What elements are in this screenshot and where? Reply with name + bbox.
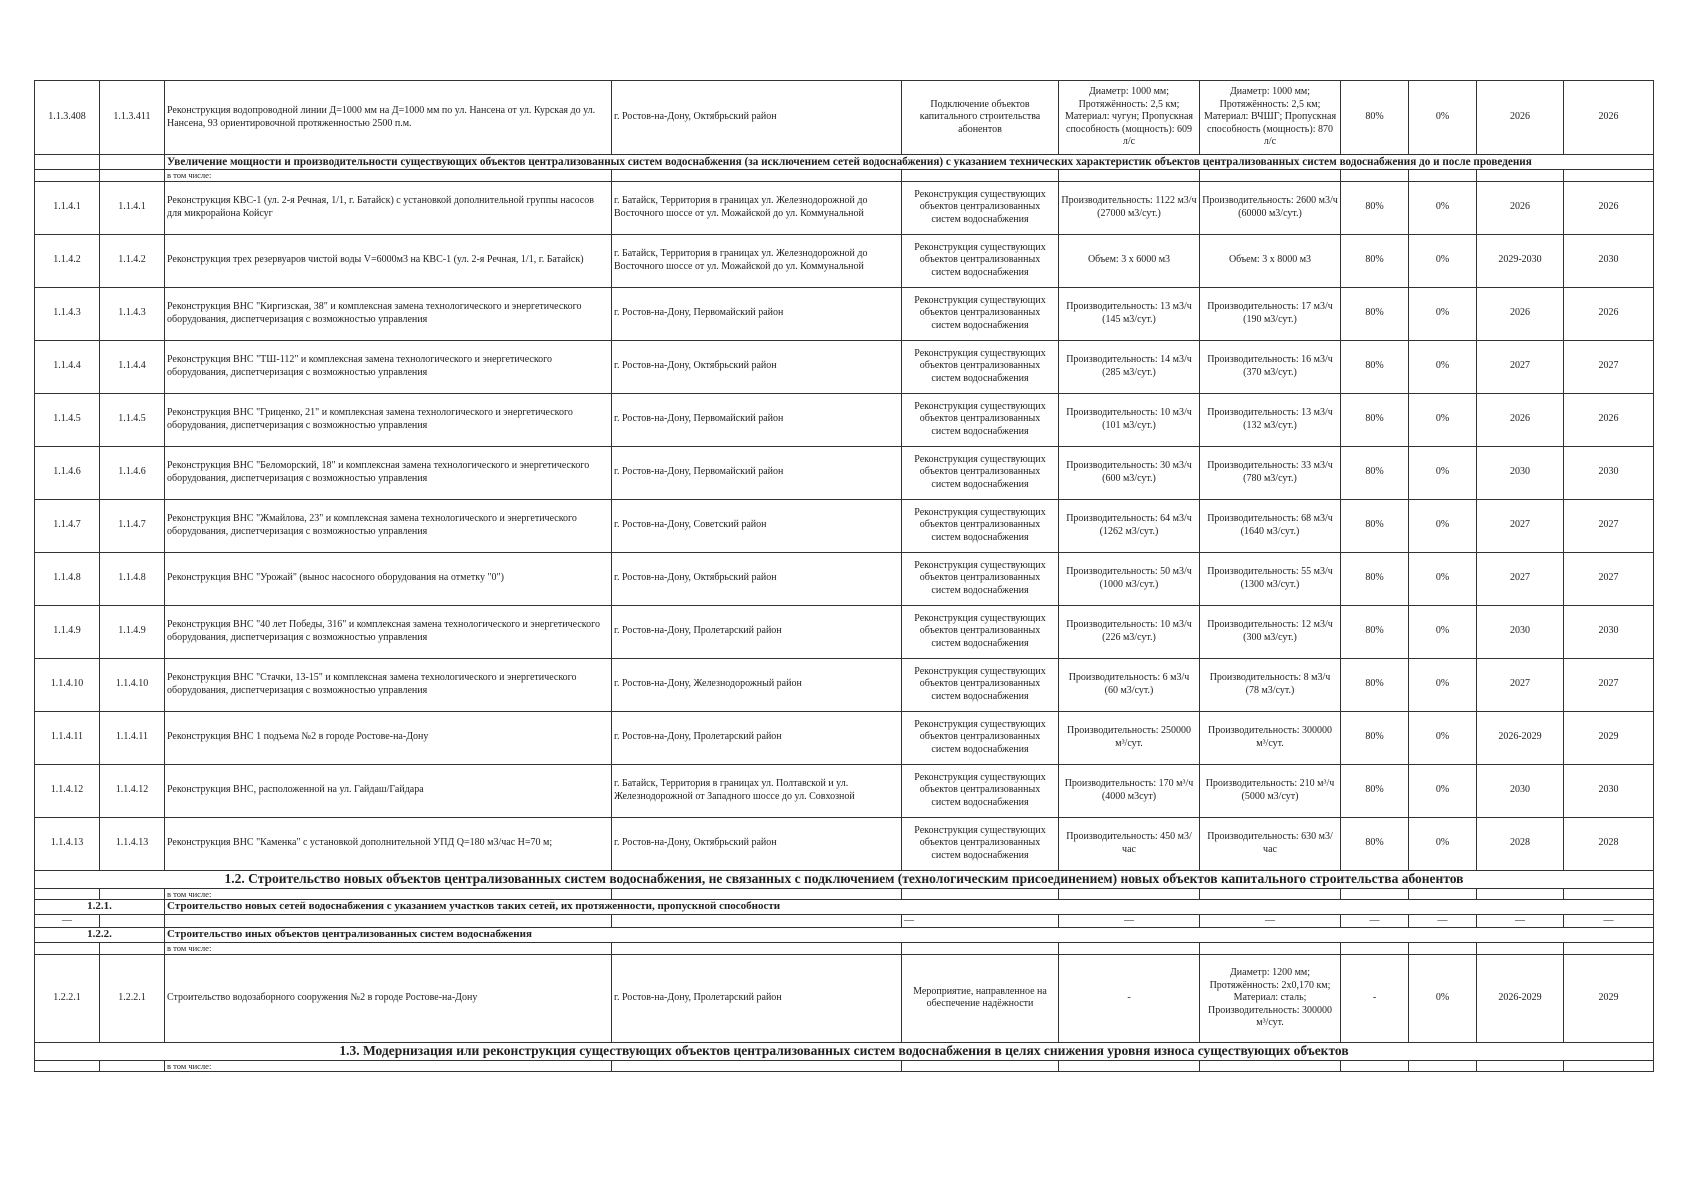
row-percent-cell: 80% [1341, 499, 1409, 552]
row-code-cell: 1.1.4.2 [100, 234, 165, 287]
table-row [35, 393, 1654, 446]
row-code-cell: 1.1.4.7 [100, 499, 165, 552]
empty-cell [1341, 170, 1409, 182]
dash-cell: — [1059, 914, 1200, 928]
row-before-cell: Производительность: 170 м³/ч (4000 м3сут) [1059, 764, 1200, 817]
row-year-cell: 2027 [1477, 552, 1564, 605]
row-purpose-cell: Реконструкция существующих объектов централизованных систем водоснабжения [902, 499, 1059, 552]
row-location-cell: г. Батайск, Территория в границах ул. Железнодорожной до Восточного шоссе от ул. Можайской до ул. Коммунальной [612, 234, 902, 287]
row-year-cell: 2030 [1564, 605, 1654, 658]
table-row [35, 446, 1654, 499]
row-percent-cell: 0% [1409, 552, 1477, 605]
empty-cell [1477, 943, 1564, 955]
row-code-cell: 1.1.4.5 [100, 393, 165, 446]
row-name-cell: Реконструкция трех резервуаров чистой воды V=6000м3 на КВС-1 (ул. 2-я Речная, 1/1, г. Батайск) [165, 234, 612, 287]
subsection-header-row [35, 928, 1654, 943]
row-percent-cell: 0% [1409, 605, 1477, 658]
empty-cell [1059, 1060, 1200, 1072]
rows-114-body [35, 181, 1654, 870]
row-code-cell: 1.1.4.2 [35, 234, 100, 287]
row-percent-cell: 0% [1409, 764, 1477, 817]
row-purpose-cell: Реконструкция существующих объектов централизованных систем водоснабжения [902, 340, 1059, 393]
row-before-cell: Производительность: 6 м3/ч (60 м3/сут.) [1059, 658, 1200, 711]
row-year-cell: 2026 [1477, 181, 1564, 234]
row-code-cell: 1.2.2.1 [35, 954, 100, 1042]
row-percent-cell: 80% [1341, 181, 1409, 234]
empty-cell [100, 170, 165, 182]
row-purpose-cell: Реконструкция существующих объектов централизованных систем водоснабжения [902, 234, 1059, 287]
row-after-cell: Производительность: 33 м3/ч (780 м3/сут.) [1200, 446, 1341, 499]
row-percent-cell: 0% [1409, 954, 1477, 1042]
row-code-cell: 1.1.4.10 [100, 658, 165, 711]
row-after-cell: Диаметр: 1000 мм; Протяжённость: 2,5 км; Материал: ВЧШГ; Пропускная способность (мощность): 870 л/с [1200, 81, 1341, 155]
row-year-cell: 2027 [1477, 499, 1564, 552]
empty-cell [1564, 943, 1654, 955]
row-code-cell: 1.1.4.13 [100, 817, 165, 870]
row-after-cell: Производительность: 13 м3/ч (132 м3/сут.) [1200, 393, 1341, 446]
row-before-cell: Производительность: 250000 м³/сут. [1059, 711, 1200, 764]
empty-cell [100, 943, 165, 955]
row-before-cell: Производительность: 1122 м3/ч (27000 м3/сут.) [1059, 181, 1200, 234]
empty-cell [1059, 888, 1200, 900]
row-percent-cell: 0% [1409, 446, 1477, 499]
row-percent-cell: 0% [1409, 81, 1477, 155]
row-code-cell: 1.1.4.7 [35, 499, 100, 552]
table-row [35, 234, 1654, 287]
row-before-cell: Производительность: 64 м3/ч (1262 м3/сут.) [1059, 499, 1200, 552]
row-code-cell: 1.1.3.408 [35, 81, 100, 155]
row-year-cell: 2030 [1564, 764, 1654, 817]
empty-cell [612, 1060, 902, 1072]
empty-cell [902, 1060, 1059, 1072]
row-year-cell: 2029-2030 [1477, 234, 1564, 287]
row-name-cell: Реконструкция ВНС "ТШ-112" и комплексная замена технологического и энергетического оборудования, диспетчеризация с возможностью управления [165, 340, 612, 393]
row-year-cell: 2028 [1564, 817, 1654, 870]
empty-cell [1200, 170, 1341, 182]
empty-cell [35, 888, 100, 900]
row-percent-cell: 0% [1409, 817, 1477, 870]
row-code-cell: 1.1.4.6 [35, 446, 100, 499]
row-name-cell: Реконструкция ВНС "Стачки, 13-15" и комплексная замена технологического и энергетического оборудования, диспетчеризация с возможностью управления [165, 658, 612, 711]
empty-cell [1409, 888, 1477, 900]
row-after-cell: Производительность: 300000 м³/сут. [1200, 711, 1341, 764]
row-code-cell: 1.1.4.9 [35, 605, 100, 658]
empty-cell [1564, 170, 1654, 182]
section-header-row [35, 870, 1654, 888]
row-percent-cell: 0% [1409, 393, 1477, 446]
row-location-cell: г. Ростов-на-Дону, Первомайский район [612, 446, 902, 499]
row-percent-cell: 80% [1341, 234, 1409, 287]
row-location-cell: г. Ростов-на-Дону, Октябрьский район [612, 552, 902, 605]
row-before-cell: Производительность: 30 м3/ч (600 м3/сут.) [1059, 446, 1200, 499]
empty-cell [902, 170, 1059, 182]
row-year-cell: 2026-2029 [1477, 711, 1564, 764]
row-code-cell: 1.1.4.1 [100, 181, 165, 234]
row-name-cell: Реконструкция ВНС "Урожай" (вынос насосного оборудования на отметку "0") [165, 552, 612, 605]
empty-cell [1477, 170, 1564, 182]
table-row [35, 764, 1654, 817]
row-name-cell: Реконструкция ВНС, расположенной на ул. Гайдаш/Гайдара [165, 764, 612, 817]
row-year-cell: 2027 [1564, 552, 1654, 605]
investment-program-table [34, 80, 1654, 1072]
row-purpose-cell: Реконструкция существующих объектов централизованных систем водоснабжения [902, 446, 1059, 499]
row-code-cell: 1.1.4.12 [100, 764, 165, 817]
row-before-cell: Производительность: 13 м3/ч (145 м3/сут.) [1059, 287, 1200, 340]
row-location-cell: г. Ростов-на-Дону, Октябрьский район [612, 81, 902, 155]
empty-cell [1409, 170, 1477, 182]
empty-cell [35, 943, 100, 955]
row-year-cell: 2029 [1564, 711, 1654, 764]
row-after-cell: Производительность: 55 м3/ч (1300 м3/сут.) [1200, 552, 1341, 605]
row-percent-cell: 80% [1341, 605, 1409, 658]
row-code-cell: 1.1.4.11 [100, 711, 165, 764]
row-location-cell: г. Ростов-на-Дону, Пролетарский район [612, 711, 902, 764]
subheader-label: в том числе: [165, 888, 612, 900]
empty-cell [1564, 888, 1654, 900]
row-before-cell: - [1059, 954, 1200, 1042]
table-row [35, 954, 1654, 1042]
row-percent-cell: 80% [1341, 711, 1409, 764]
row-code-cell: 1.1.4.3 [100, 287, 165, 340]
row-code-cell: 1.1.4.8 [100, 552, 165, 605]
row-purpose-cell: Реконструкция существующих объектов централизованных систем водоснабжения [902, 605, 1059, 658]
table-row [35, 181, 1654, 234]
section-header-row [35, 1042, 1654, 1060]
subsection-code: 1.2.1. [35, 900, 165, 915]
row-year-cell: 2026 [1477, 81, 1564, 155]
row-percent-cell: 80% [1341, 393, 1409, 446]
row-code-cell: 1.2.2.1 [100, 954, 165, 1042]
row-purpose-cell: Реконструкция существующих объектов централизованных систем водоснабжения [902, 181, 1059, 234]
section-title: 1.3. Модернизация или реконструкция существующих объектов централизованных систем водоснабжения в целях снижения уровня износа существующих объектов [35, 1042, 1654, 1060]
subheader-label: в том числе: [165, 943, 612, 955]
row-code-cell: 1.1.4.10 [35, 658, 100, 711]
row-year-cell: 2026 [1564, 287, 1654, 340]
row-purpose-cell: Реконструкция существующих объектов централизованных систем водоснабжения [902, 817, 1059, 870]
row-name-cell: Реконструкция ВНС "Киргизская, 38" и комплексная замена технологического и энергетического оборудования, диспетчеризация с возможностью управления [165, 287, 612, 340]
row-name-cell: Реконструкция ВНС "Каменка" с установкой дополнительной УПД Q=180 м3/час H=70 м; [165, 817, 612, 870]
row-location-cell: г. Ростов-на-Дону, Советский район [612, 499, 902, 552]
row-year-cell: 2026 [1477, 287, 1564, 340]
row-location-cell: г. Ростов-на-Дону, Железнодорожный район [612, 658, 902, 711]
row-location-cell: г. Ростов-на-Дону, Пролетарский район [612, 605, 902, 658]
row-percent-cell: 80% [1341, 446, 1409, 499]
row-percent-cell: 0% [1409, 340, 1477, 393]
empty-cell [612, 170, 902, 182]
row-location-cell: г. Батайск, Территория в границах ул. Полтавской и ул. Железнодорожной от Западного шоссе до ул. Совхозной [612, 764, 902, 817]
row-code-cell: 1.1.4.11 [35, 711, 100, 764]
row-after-cell: Производительность: 210 м³/ч (5000 м3/сут) [1200, 764, 1341, 817]
table-row [35, 552, 1654, 605]
empty-cell [100, 914, 165, 928]
subheader-label: в том числе: [165, 1060, 612, 1072]
row-after-cell: Производительность: 12 м3/ч (300 м3/сут.) [1200, 605, 1341, 658]
subsection-title: Строительство новых сетей водоснабжения с указанием участков таких сетей, их протяженности, пропускной способности [165, 900, 1654, 915]
row-after-cell: Производительность: 17 м3/ч (190 м3/сут.) [1200, 287, 1341, 340]
row-purpose-cell: Реконструкция существующих объектов централизованных систем водоснабжения [902, 552, 1059, 605]
row-year-cell: 2030 [1564, 446, 1654, 499]
empty-cell [35, 1060, 100, 1072]
row-name-cell: Реконструкция водопроводной линии Д=1000 мм на Д=1000 мм по ул. Нансена от ул. Курская до ул. Нансена, 93 ориентировочной протяженностью 2500 п.м. [165, 81, 612, 155]
empty-cell [1200, 943, 1341, 955]
row-year-cell: 2026-2029 [1477, 954, 1564, 1042]
row-year-cell: 2029 [1564, 954, 1654, 1042]
row-year-cell: 2030 [1477, 764, 1564, 817]
dash-cell: — [1200, 914, 1341, 928]
row-purpose-cell: Реконструкция существующих объектов централизованных систем водоснабжения [902, 658, 1059, 711]
row-name-cell: Реконструкция ВНС 1 подъема №2 в городе Ростове-на-Дону [165, 711, 612, 764]
row-name-cell: Реконструкция ВНС "Беломорский, 18" и комплексная замена технологического и энергетического оборудования, диспетчеризация с возможностью управления [165, 446, 612, 499]
row-code-cell: 1.1.3.411 [100, 81, 165, 155]
row-name-cell: Строительство водозаборного сооружения №2 в городе Ростове-на-Дону [165, 954, 612, 1042]
row-year-cell: 2026 [1564, 393, 1654, 446]
empty-cell [100, 888, 165, 900]
row-purpose-cell: Реконструкция существующих объектов централизованных систем водоснабжения [902, 287, 1059, 340]
row-year-cell: 2026 [1564, 181, 1654, 234]
section-title: 1.2. Строительство новых объектов централизованных систем водоснабжения, не связанных с подключением (технологическим присоединением) новых объектов капитального строительства абонентов [35, 870, 1654, 888]
row-year-cell: 2027 [1477, 658, 1564, 711]
row-percent-cell: 80% [1341, 81, 1409, 155]
row-percent-cell: 0% [1409, 181, 1477, 234]
subheader-row [35, 888, 1654, 900]
row-percent-cell: 80% [1341, 658, 1409, 711]
empty-cell [100, 155, 165, 170]
row-code-cell: 1.1.4.3 [35, 287, 100, 340]
row-code-cell: 1.1.4.4 [35, 340, 100, 393]
row-year-cell: 2026 [1477, 393, 1564, 446]
row-purpose-cell: Подключение объектов капитального строительства абонентов [902, 81, 1059, 155]
row-purpose-cell: Реконструкция существующих объектов централизованных систем водоснабжения [902, 711, 1059, 764]
row-percent-cell: 80% [1341, 817, 1409, 870]
dash-cell: — [1409, 914, 1477, 928]
row-percent-cell: 0% [1409, 499, 1477, 552]
row-year-cell: 2027 [1564, 499, 1654, 552]
subheader-row [35, 943, 1654, 955]
row-code-cell: 1.1.4.1 [35, 181, 100, 234]
subheader-label: в том числе: [165, 170, 612, 182]
table-row [35, 658, 1654, 711]
dash-cell: — [902, 914, 1059, 928]
empty-cell [35, 170, 100, 182]
dash-cell: — [35, 914, 100, 928]
subsection-code: 1.2.2. [35, 928, 165, 943]
empty-cell [1341, 1060, 1409, 1072]
row-percent-cell: 0% [1409, 234, 1477, 287]
empty-cell [902, 888, 1059, 900]
table-row [35, 711, 1654, 764]
empty-cell [1477, 1060, 1564, 1072]
row-name-cell: Реконструкция ВНС "40 лет Победы, 316" и комплексная замена технологического и энергетического оборудования, диспетчеризация с возможностью управления [165, 605, 612, 658]
table-row [35, 605, 1654, 658]
row-before-cell: Производительность: 450 м3/час [1059, 817, 1200, 870]
empty-cell [1059, 943, 1200, 955]
dash-cell: — [1477, 914, 1564, 928]
empty-cell [612, 943, 902, 955]
empty-cell [1341, 888, 1409, 900]
dash-cell: — [1564, 914, 1654, 928]
row-year-cell: 2028 [1477, 817, 1564, 870]
row-location-cell: г. Ростов-на-Дону, Первомайский район [612, 393, 902, 446]
row-code-cell: 1.1.4.9 [100, 605, 165, 658]
empty-cell [1564, 1060, 1654, 1072]
row-name-cell: Реконструкция ВНС "Жмайлова, 23" и комплексная замена технологического и энергетического оборудования, диспетчеризация с возможностью управления [165, 499, 612, 552]
row-code-cell: 1.1.4.4 [100, 340, 165, 393]
row-year-cell: 2027 [1477, 340, 1564, 393]
row-code-cell: 1.1.4.12 [35, 764, 100, 817]
table-row [35, 287, 1654, 340]
dash-cell: — [1341, 914, 1409, 928]
row-after-cell: Производительность: 630 м3/час [1200, 817, 1341, 870]
table-row [35, 81, 1654, 155]
table-row [35, 499, 1654, 552]
table-row [35, 340, 1654, 393]
empty-cell [100, 1060, 165, 1072]
row-before-cell: Диаметр: 1000 мм; Протяжённость: 2,5 км; Материал: чугун; Пропускная способность (мощность): 609 л/с [1059, 81, 1200, 155]
row-percent-cell: 0% [1409, 287, 1477, 340]
empty-cell [1477, 888, 1564, 900]
row-code-cell: 1.1.4.6 [100, 446, 165, 499]
row-percent-cell: 0% [1409, 658, 1477, 711]
empty-cell [1409, 943, 1477, 955]
row-year-cell: 2030 [1564, 234, 1654, 287]
row-purpose-cell: Реконструкция существующих объектов централизованных систем водоснабжения [902, 764, 1059, 817]
row-location-cell: г. Ростов-на-Дону, Первомайский район [612, 287, 902, 340]
row-name-cell: Реконструкция КВС-1 (ул. 2-я Речная, 1/1, г. Батайск) с установкой дополнительной группы насосов для микрорайона Койсуг [165, 181, 612, 234]
row-location-cell: г. Ростов-на-Дону, Октябрьский район [612, 340, 902, 393]
row-before-cell: Производительность: 10 м3/ч (101 м3/сут.) [1059, 393, 1200, 446]
empty-cell [1409, 1060, 1477, 1072]
row-after-cell: Производительность: 68 м3/ч (1640 м3/сут.) [1200, 499, 1341, 552]
row-percent-cell: 80% [1341, 287, 1409, 340]
empty-cell [1341, 943, 1409, 955]
row-year-cell: 2026 [1564, 81, 1654, 155]
empty-cell [35, 155, 100, 170]
empty-cell [612, 888, 902, 900]
row-purpose-cell: Мероприятие, направленное на обеспечение надёжности [902, 954, 1059, 1042]
row-name-cell: Реконструкция ВНС "Гриценко, 21" и комплексная замена технологического и энергетического оборудования, диспетчеризация с возможностью управления [165, 393, 612, 446]
empty-cell [1200, 1060, 1341, 1072]
empty-cell [1059, 170, 1200, 182]
row-code-cell: 1.1.4.13 [35, 817, 100, 870]
row-after-cell: Объем: 3 х 8000 м3 [1200, 234, 1341, 287]
row-after-cell: Производительность: 2600 м3/ч (60000 м3/сут.) [1200, 181, 1341, 234]
row-before-cell: Производительность: 50 м3/ч (1000 м3/сут.) [1059, 552, 1200, 605]
row-location-cell: г. Ростов-на-Дону, Пролетарский район [612, 954, 902, 1042]
row-before-cell: Производительность: 14 м3/ч (285 м3/сут.) [1059, 340, 1200, 393]
row-after-cell: Производительность: 16 м3/ч (370 м3/сут.) [1200, 340, 1341, 393]
row-code-cell: 1.1.4.8 [35, 552, 100, 605]
row-year-cell: 2030 [1477, 446, 1564, 499]
row-after-cell: Диаметр: 1200 мм; Протяжённость: 2х0,170 км; Материал: сталь; Производительность: 300000 м³/сут. [1200, 954, 1341, 1042]
row-location-cell: г. Батайск, Территория в границах ул. Железнодорожной до Восточного шоссе от ул. Можайской до ул. Коммунальной [612, 181, 902, 234]
section-header-row [35, 155, 1654, 170]
row-code-cell: 1.1.4.5 [35, 393, 100, 446]
row-percent-cell: 0% [1409, 711, 1477, 764]
subheader-row [35, 170, 1654, 182]
row-year-cell: 2027 [1564, 658, 1654, 711]
row-purpose-cell: Реконструкция существующих объектов централизованных систем водоснабжения [902, 393, 1059, 446]
row-percent-cell: 80% [1341, 764, 1409, 817]
subsection-header-row [35, 900, 1654, 915]
empty-cell [1200, 888, 1341, 900]
dash-row [35, 914, 1654, 928]
row-before-cell: Объем: 3 х 6000 м3 [1059, 234, 1200, 287]
row-after-cell: Производительность: 8 м3/ч (78 м3/сут.) [1200, 658, 1341, 711]
row-year-cell: 2027 [1564, 340, 1654, 393]
row-year-cell: 2030 [1477, 605, 1564, 658]
empty-cell [902, 943, 1059, 955]
empty-cell [612, 914, 902, 928]
row-before-cell: Производительность: 10 м3/ч (226 м3/сут.) [1059, 605, 1200, 658]
row-percent-cell: - [1341, 954, 1409, 1042]
row-percent-cell: 80% [1341, 340, 1409, 393]
empty-cell [165, 914, 612, 928]
row-location-cell: г. Ростов-на-Дону, Октябрьский район [612, 817, 902, 870]
section-title: Увеличение мощности и производительности существующих объектов централизованных систем водоснабжения (за исключением сетей водоснабжения) с указанием технических характеристик объектов централизованных систем водоснабжения до и после проведения [165, 155, 1654, 170]
subheader-row [35, 1060, 1654, 1072]
table-row [35, 817, 1654, 870]
subsection-title: Строительство иных объектов централизованных систем водоснабжения [165, 928, 1654, 943]
row-percent-cell: 80% [1341, 552, 1409, 605]
